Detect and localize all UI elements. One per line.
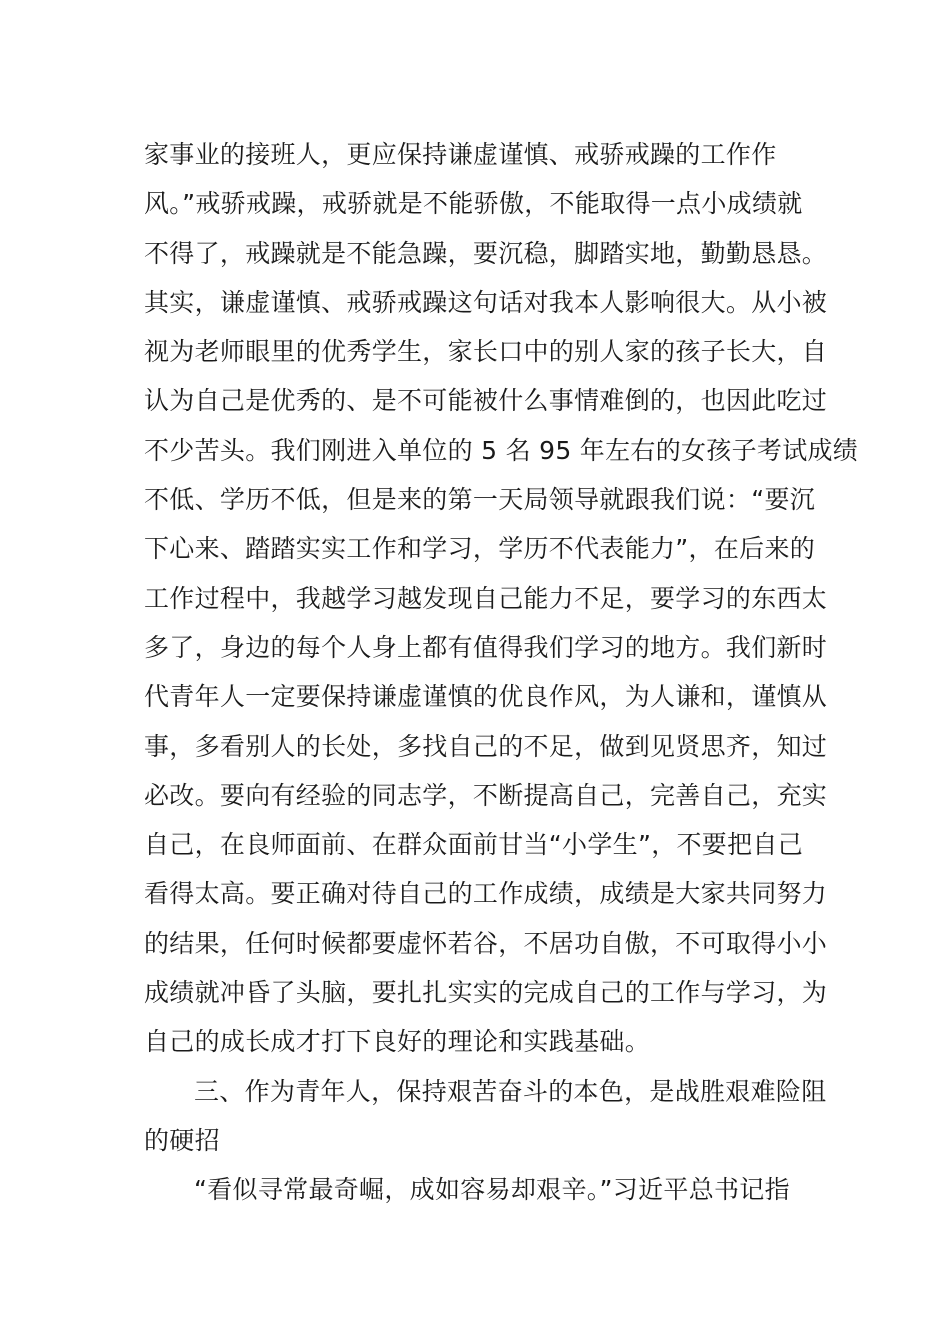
text-line: 不得了，戒躁就是不能急躁，要沉稳，脚踏实地，勤勤恳恳。	[144, 238, 828, 268]
text-line: “看似寻常最奇崛，成如容易却艰辛。”习近平总书记指	[194, 1175, 790, 1205]
text-line: 成绩就冲昏了头脑，要扎扎实实的完成自己的工作与学习，为	[144, 978, 828, 1008]
text-line: 多了，身边的每个人身上都有值得我们学习的地方。我们新时	[144, 632, 828, 662]
text-line: 必改。要向有经验的同志学，不断提高自己，完善自己，充实	[144, 780, 828, 810]
text-line: 认为自己是优秀的、是不可能被什么事情难倒的，也因此吃过	[144, 386, 828, 416]
text-line: 代青年人一定要保持谦虚谨慎的优良作风，为人谦和，谨慎从	[144, 682, 828, 712]
text-line: 的结果，任何时候都要虚怀若谷，不居功自傲，不可取得小小	[144, 928, 828, 958]
text-line: 自己，在良师面前、在群众面前甘当“小学生”，不要把自己	[144, 830, 804, 860]
text-line: 下心来、踏踏实实工作和学习，学历不代表能力”，在后来的	[144, 534, 816, 564]
text-line: 家事业的接班人，更应保持谦虚谨慎、戒骄戒躁的工作作	[144, 140, 777, 169]
text-line: 工作过程中，我越学习越发现自己能力不足，要学习的东西太	[144, 583, 828, 613]
text-line: 看得太高。要正确对待自己的工作成绩，成绩是大家共同努力	[144, 879, 828, 909]
text-line: 风。”戒骄戒躁，戒骄就是不能骄傲，不能取得一点小成绩就	[144, 189, 803, 219]
section-heading: 三、作为青年人，保持艰苦奋斗的本色，是战胜艰难险阻	[194, 1076, 827, 1106]
text-line: 视为老师眼里的优秀学生，家长口中的别人家的孩子长大，自	[144, 337, 828, 367]
text-line: 不低、学历不低，但是来的第一天局领导就跟我们说：“要沉	[144, 485, 816, 515]
text-line: 其实，谦虚谨慎、戒骄戒躁这句话对我本人影响很大。从小被	[144, 287, 828, 317]
body-text	[144, 130, 859, 1215]
text-line: 事，多看别人的长处，多找自己的不足，做到见贤思齐，知过	[144, 731, 828, 761]
section-heading-continued: 的硬招	[144, 1125, 220, 1155]
text-line: 不少苦头。我们刚进入单位的 5 名 95 年左右的女孩子考试成绩	[144, 435, 859, 465]
text-line: 自己的成长成才打下良好的理论和实践基础。	[144, 1027, 651, 1057]
